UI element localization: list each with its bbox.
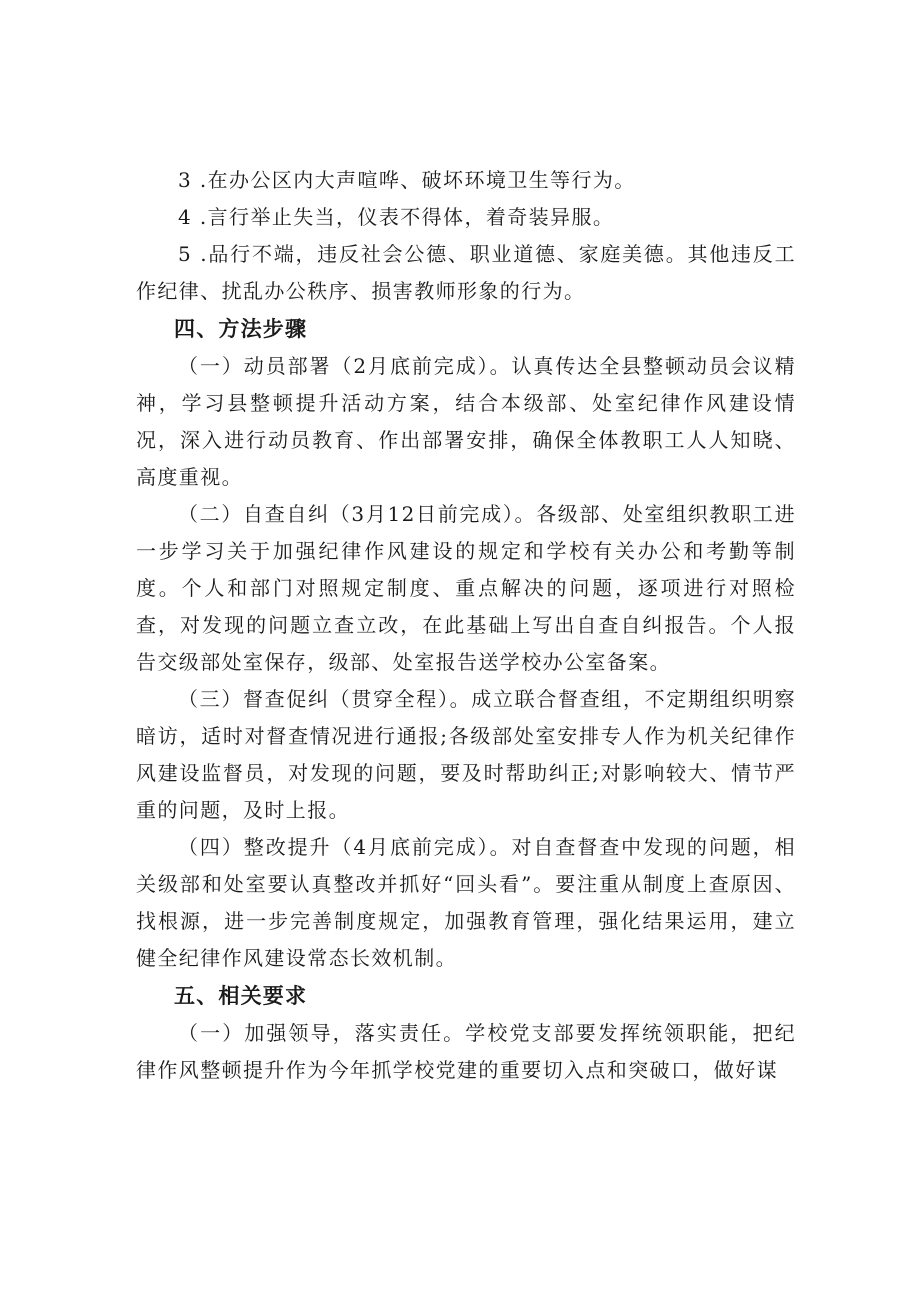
paragraph-step-1: （一）动员部署（2月底前完成）。认真传达全县整顿动员会议精神，学习县整顿提升活动方案，结合本级部、处室纪律作风建设情况，深入进行动员教育、作出部署安排，确保全体教职工人人知晓、高度重视。 — [136, 354, 796, 489]
section-heading-methods: 四、方法步骤 — [174, 317, 308, 341]
paragraph-step-3: （三）督查促纠（贯穿全程）。成立联合督查组，不定期组织明察暗访，适时对督查情况进行通报;各级部处室安排专人作为机关纪律作风建设监督员，对发现的问题，要及时帮助纠正;对影响较大、情节严重的问题，及时上报。 — [136, 687, 796, 822]
section-heading-requirements: 五、相关要求 — [174, 984, 308, 1008]
document-body — [136, 162, 796, 1089]
paragraph-item-4: 4 .言行举止失当，仪表不得体，着奇装异服。 — [178, 205, 615, 229]
paragraph-step-2: （二）自查自纠（3月12日前完成）。各级部、处室组织教职工进一步学习关于加强纪律作风建设的规定和学校有关办公和考勤等制度。个人和部门对照规定制度、重点解决的问题，逐项进行对照检查，对发现的问题立查立改，在此基础上写出自查自纠报告。个人报告交级部处室保存，级部、处室报告送学校办公室备案。 — [136, 502, 796, 674]
paragraph-step-4: （四）整改提升（4月底前完成）。对自查督查中发现的问题，相关级部和处室要认真整改并抓好“回头看”。要注重从制度上查原因、找根源，进一步完善制度规定，加强教育管理，强化结果运用，建立健全纪律作风建设常态长效机制。 — [136, 835, 796, 970]
paragraph-item-3: 3 .在办公区内大声喧哗、破坏环境卫生等行为。 — [178, 168, 636, 192]
paragraph-requirement-1: （一）加强领导，落实责任。学校党支部要发挥统领职能，把纪律作风整顿提升作为今年抓学校党建的重要切入点和突破口，做好谋 — [136, 1021, 796, 1082]
paragraph-item-5: 5 .品行不端，违反社会公德、职业道德、家庭美德。其他违反工作纪律、扰乱办公秩序、损害教师形象的行为。 — [136, 242, 796, 303]
